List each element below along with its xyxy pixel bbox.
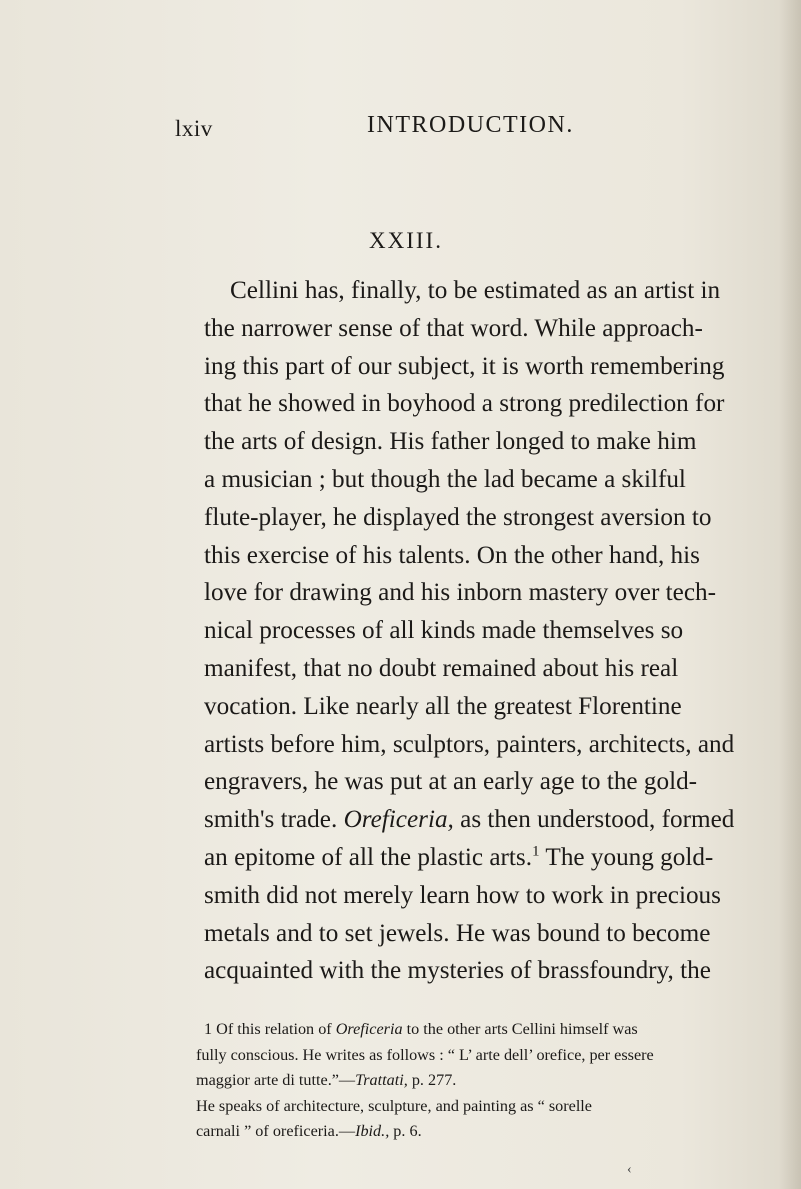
italic-term: Oreficeria,: [343, 806, 454, 834]
margin-mark: ‹: [627, 1162, 632, 1177]
page-edge-shadow: [779, 0, 801, 1189]
body-line-rest: as then understood, formed: [453, 806, 735, 834]
italic-citation: Ibid.,: [355, 1122, 390, 1140]
footnote-text: p. 6.: [389, 1122, 422, 1140]
body-line-start: smith's trade.: [204, 806, 338, 834]
footnote-text: maggior arte di tutte.”—: [196, 1071, 356, 1089]
body-line: smith did not merely learn how to work in precious: [204, 881, 721, 909]
body-line: nical processes of all kinds made themselves so: [204, 617, 684, 645]
body-line: engravers, he was put at an early age to the gold-: [204, 768, 698, 796]
body-line: the arts of design. His father longed to make him: [204, 428, 697, 456]
footnote-line: He speaks of architecture, sculpture, and painting as “ sorelle: [196, 1096, 592, 1115]
italic-term: Oreficeria: [335, 1020, 403, 1038]
running-head: INTRODUCTION.: [367, 112, 574, 138]
italic-citation: Trattati,: [355, 1071, 408, 1089]
footnote-line: fully conscious. He writes as follows : “ L’ arte dell’ orefice, per essere: [196, 1045, 654, 1064]
body-line: flute-player, he displayed the strongest aversion to: [204, 503, 712, 531]
footnote-reference: 1: [532, 843, 540, 860]
body-line-rest: The young gold-: [539, 843, 714, 871]
footnote-marker: 1: [204, 1020, 213, 1038]
footnote-text: carnali ” of oreficeria.—: [196, 1122, 356, 1140]
footnote-text: to the other arts Cellini himself was: [406, 1020, 638, 1038]
body-line: that he showed in boyhood a strong predilection for: [204, 390, 725, 418]
footnotes: [196, 1017, 746, 1145]
body-line: artists before him, sculptors, painters, architects, and: [204, 730, 735, 758]
body-line: metals and to set jewels. He was bound to become: [204, 919, 711, 947]
page-folio: lxiv: [175, 116, 213, 141]
body-line: a musician ; but though the lad became a skilful: [204, 465, 686, 493]
body-line: acquainted with the mysteries of brassfoundry, the: [204, 957, 711, 985]
body-text: [204, 272, 744, 990]
body-line-start: an epitome of all the plastic arts.: [204, 843, 533, 871]
body-line: [204, 801, 744, 839]
body-line: vocation. Like nearly all the greatest Florentine: [204, 692, 682, 720]
body-line: the narrower sense of that word. While approach-: [204, 314, 703, 342]
body-line: [204, 839, 744, 877]
footnote-text: Of this relation of: [216, 1020, 332, 1038]
footnote-line: [196, 1119, 746, 1145]
body-line: love for drawing and his inborn mastery over tech-: [204, 579, 716, 607]
body-line: manifest, that no doubt remained about his real: [204, 654, 679, 682]
body-line: Cellini has, finally, to be estimated as an artist in: [230, 277, 721, 304]
body-line: ing this part of our subject, it is worth remembering: [204, 352, 725, 380]
footnote-text: p. 277.: [407, 1071, 457, 1089]
body-line: this exercise of his talents. On the other hand, his: [204, 541, 700, 569]
footnote-line: [196, 1068, 746, 1094]
footnote-line: [196, 1017, 746, 1043]
section-number: XXIII.: [369, 228, 443, 253]
